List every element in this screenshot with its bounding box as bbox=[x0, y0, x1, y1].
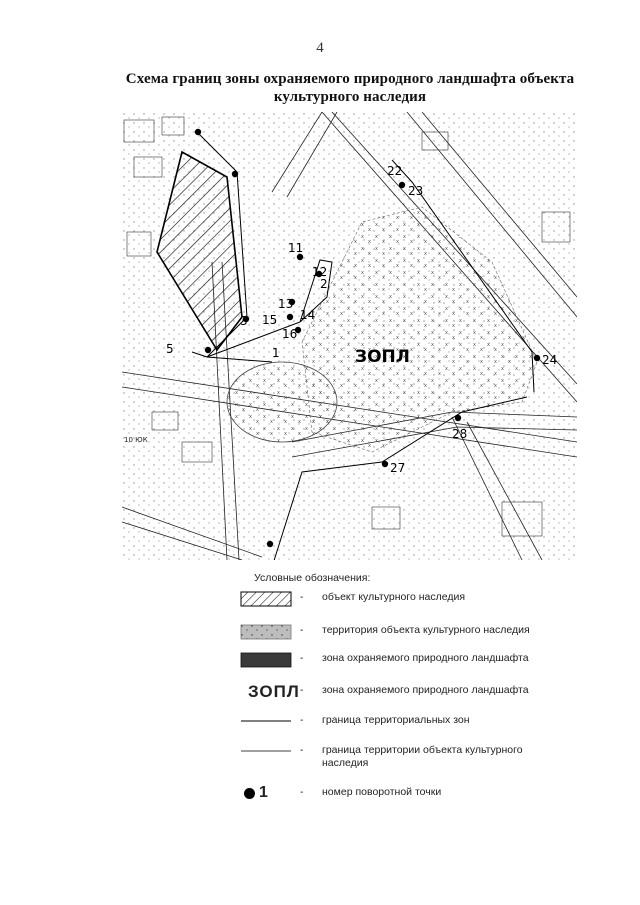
legend-label: объект культурного наследия bbox=[322, 591, 466, 603]
legend-dash: - bbox=[300, 786, 304, 798]
legend-item-territorial-border bbox=[240, 714, 540, 748]
legend-label: граница территориальных зон bbox=[322, 714, 470, 726]
legend-label: зона охраняемого природного ландшафта bbox=[322, 684, 529, 696]
legend-dash: - bbox=[300, 684, 304, 696]
light-texture-icon bbox=[240, 624, 292, 640]
legend-item-landscape-zone bbox=[240, 652, 540, 686]
legend-title: Условные обозначения: bbox=[254, 572, 371, 584]
legend-label: номер поворотной точки bbox=[322, 786, 442, 798]
point-label: 5 bbox=[166, 342, 174, 356]
point-label: 12 bbox=[312, 265, 328, 279]
legend-label: территория объекта культурного наследия bbox=[322, 624, 530, 636]
turning-point-symbol bbox=[244, 785, 296, 801]
legend-item-heritage-object bbox=[240, 591, 540, 625]
page-number: 4 bbox=[316, 40, 324, 56]
legend-label: зона охраняемого природного ландшафта bbox=[322, 652, 529, 664]
legend-dash: - bbox=[300, 652, 304, 664]
legend-item-heritage-territory-border bbox=[240, 744, 540, 778]
thin-line-icon bbox=[240, 744, 292, 760]
point-label: 15 bbox=[262, 313, 278, 327]
solid-line-icon bbox=[240, 714, 292, 730]
legend-dash: - bbox=[300, 744, 304, 756]
point-label: 2 bbox=[320, 277, 328, 291]
point-label: 28 bbox=[452, 427, 468, 441]
point-label: 27 bbox=[390, 461, 406, 475]
point-label: 14 bbox=[300, 308, 316, 322]
point-label: 13 bbox=[278, 297, 294, 311]
zopl-symbol: ЗОПЛ bbox=[248, 682, 300, 701]
legend-dash: - bbox=[300, 591, 304, 603]
legend-dash: - bbox=[300, 624, 304, 636]
legend-label: граница территории объекта культурного наследия bbox=[322, 744, 523, 769]
oval-area bbox=[227, 362, 337, 442]
dot-icon bbox=[244, 788, 255, 799]
hatched-area-icon bbox=[240, 591, 292, 607]
legend-dash: - bbox=[300, 714, 304, 726]
legend-item-turning-point bbox=[240, 786, 540, 820]
cadastral-map bbox=[122, 112, 577, 560]
point-label: 11 bbox=[288, 241, 304, 255]
point-label: 24 bbox=[542, 353, 558, 367]
point-label: 1 bbox=[272, 346, 280, 360]
point-label: 16 bbox=[282, 327, 298, 341]
dark-texture-icon bbox=[240, 652, 292, 668]
point-number: 1 bbox=[259, 784, 268, 801]
point-label: 23 bbox=[408, 184, 424, 198]
page-title: Схема границ зоны охраняемого природного ландшафта объекта культурного наследия bbox=[125, 71, 575, 105]
point-label: 22 bbox=[387, 164, 403, 178]
legend-item-zopl bbox=[240, 684, 540, 718]
point-label: 3 bbox=[240, 314, 248, 328]
edge-label: 10 ЮК bbox=[124, 436, 148, 444]
zone-label: ЗОПЛ bbox=[355, 347, 410, 367]
